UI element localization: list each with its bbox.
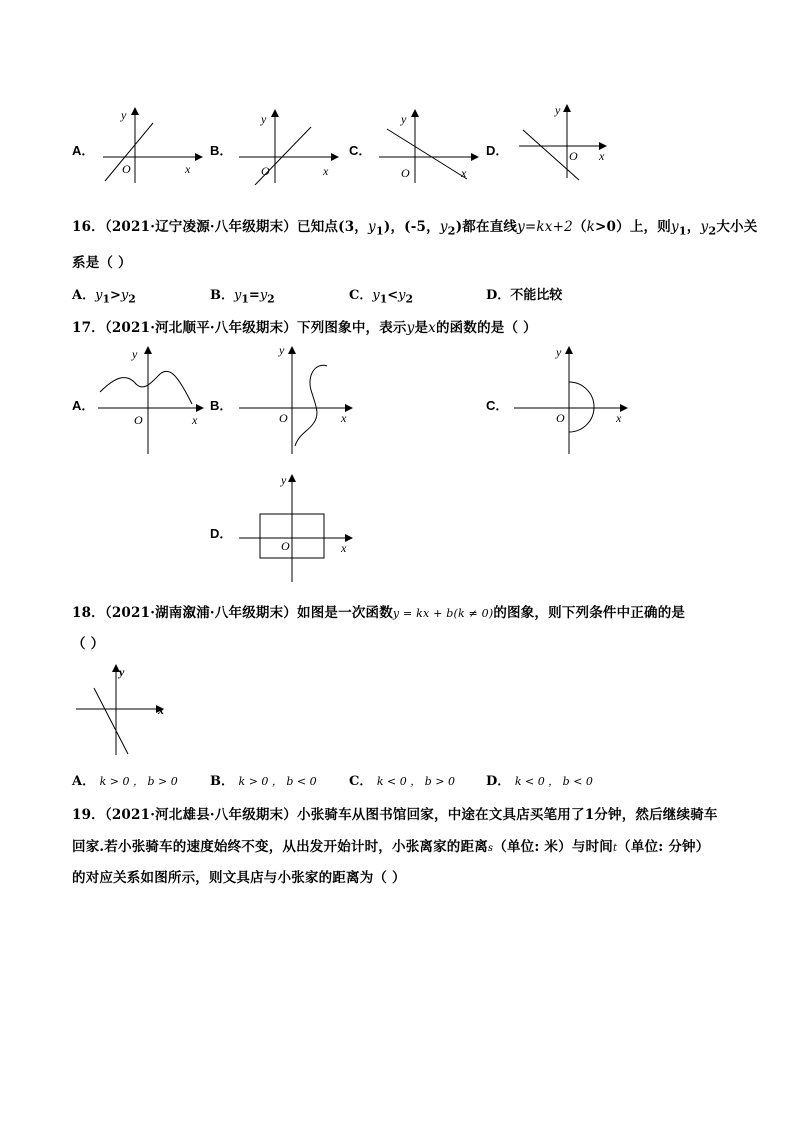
y-axis-label: y <box>279 343 285 357</box>
q17-graph-d <box>235 470 360 585</box>
q19-stem-line-3: 的对应关系如图所示，则文具店与小张家的距离为（ ） <box>72 870 406 886</box>
q17-option-d-label: D． <box>210 526 233 541</box>
q18-option-b[interactable]: B． k > 0 ， b < 0 <box>210 774 317 789</box>
q17-graph-a <box>92 342 212 457</box>
y-axis-label: y <box>121 108 127 122</box>
q18-stem-line-2: （ ） <box>72 636 105 652</box>
y-axis-label: y <box>401 112 407 126</box>
q16-stem-line-2: 系是（ ） <box>72 255 132 271</box>
x-axis-label: x <box>192 413 198 427</box>
q15-graph-c <box>375 105 485 185</box>
q17-graph-b <box>235 342 360 457</box>
y-axis-label: y <box>556 345 562 359</box>
origin-label: O <box>279 411 288 425</box>
q15-graph-d <box>515 100 615 185</box>
y-axis-label: y <box>555 103 561 117</box>
q16-option-c[interactable]: C．$y_1<y_2$ <box>349 288 414 306</box>
origin-label: O <box>569 149 578 163</box>
q16-option-a[interactable]: A．$y_1>y_2$ <box>72 288 136 306</box>
q18-option-a[interactable]: A． k > 0 ， b > 0 <box>72 774 178 789</box>
q19-stem-line-2: 回家.若小张骑车的速度始终不变，从出发开始计时，小张离家的距离s（单位: 米）与时间t（单位: 分钟） <box>72 839 710 855</box>
q19-stem-line-1: 19．（2021·河北雄县·八年级期末）小张骑车从图书馆回家，中途在文具店买笔用了1分钟，然后继续骑车 <box>72 807 718 823</box>
q16-stem-line-1: 16．（2021·辽宁凌源·八年级期末）已知点(3，$y_1$)，(-5，$y_2$)都在直线y=kx+2（k>0）上，则$y_1$，$y_2$大小关 <box>72 219 758 238</box>
q17-stem: 17．（2021·河北顺平·八年级期末）下列图象中，表示y是x的函数的是（ ） <box>72 320 537 336</box>
q15-option-d-label: D． <box>486 143 509 158</box>
x-axis-label: x <box>323 164 329 178</box>
x-axis-label: x <box>185 162 191 176</box>
q16-option-b[interactable]: B．$y_1=y_2$ <box>210 288 275 306</box>
x-axis-label: x <box>461 166 467 180</box>
origin-label: O <box>134 413 143 427</box>
origin-label: O <box>556 411 565 425</box>
x-axis-label: x <box>341 411 347 425</box>
q15-graph-a <box>95 105 205 185</box>
q15-option-b-label: B． <box>210 143 233 158</box>
origin-label: O <box>281 539 290 553</box>
q16-option-d[interactable]: D．不能比较 <box>486 288 563 303</box>
origin-label: O <box>122 162 131 176</box>
y-axis-label: y <box>281 473 287 487</box>
x-axis-label: x <box>158 703 164 717</box>
q17-option-b-label: B． <box>210 398 233 413</box>
origin-label: O <box>401 166 410 180</box>
q17-option-c-label: C． <box>486 398 509 413</box>
x-axis-label: x <box>616 411 622 425</box>
q18-stem-line-1: 18．（2021·湖南溆浦·八年级期末）如图是一次函数y = kx + b(k ≠ 0)的图象，则下列条件中正确的是 <box>72 605 686 621</box>
q15-option-a-label: A． <box>72 143 95 158</box>
x-axis-label: x <box>341 541 347 555</box>
y-axis-label: y <box>119 665 125 679</box>
q18-option-d[interactable]: D． k < 0 ， b < 0 <box>486 774 593 789</box>
q17-option-a-label: A． <box>72 398 95 413</box>
q15-graph-b <box>235 105 345 185</box>
y-axis-label: y <box>261 112 267 126</box>
q15-option-c-label: C． <box>349 143 372 158</box>
origin-label: O <box>261 164 270 178</box>
q18-graph <box>72 660 172 760</box>
x-axis-label: x <box>599 149 605 163</box>
y-axis-label: y <box>132 347 138 361</box>
q18-option-c[interactable]: C． k < 0 ， b > 0 <box>349 774 456 789</box>
q17-graph-c <box>510 342 635 457</box>
